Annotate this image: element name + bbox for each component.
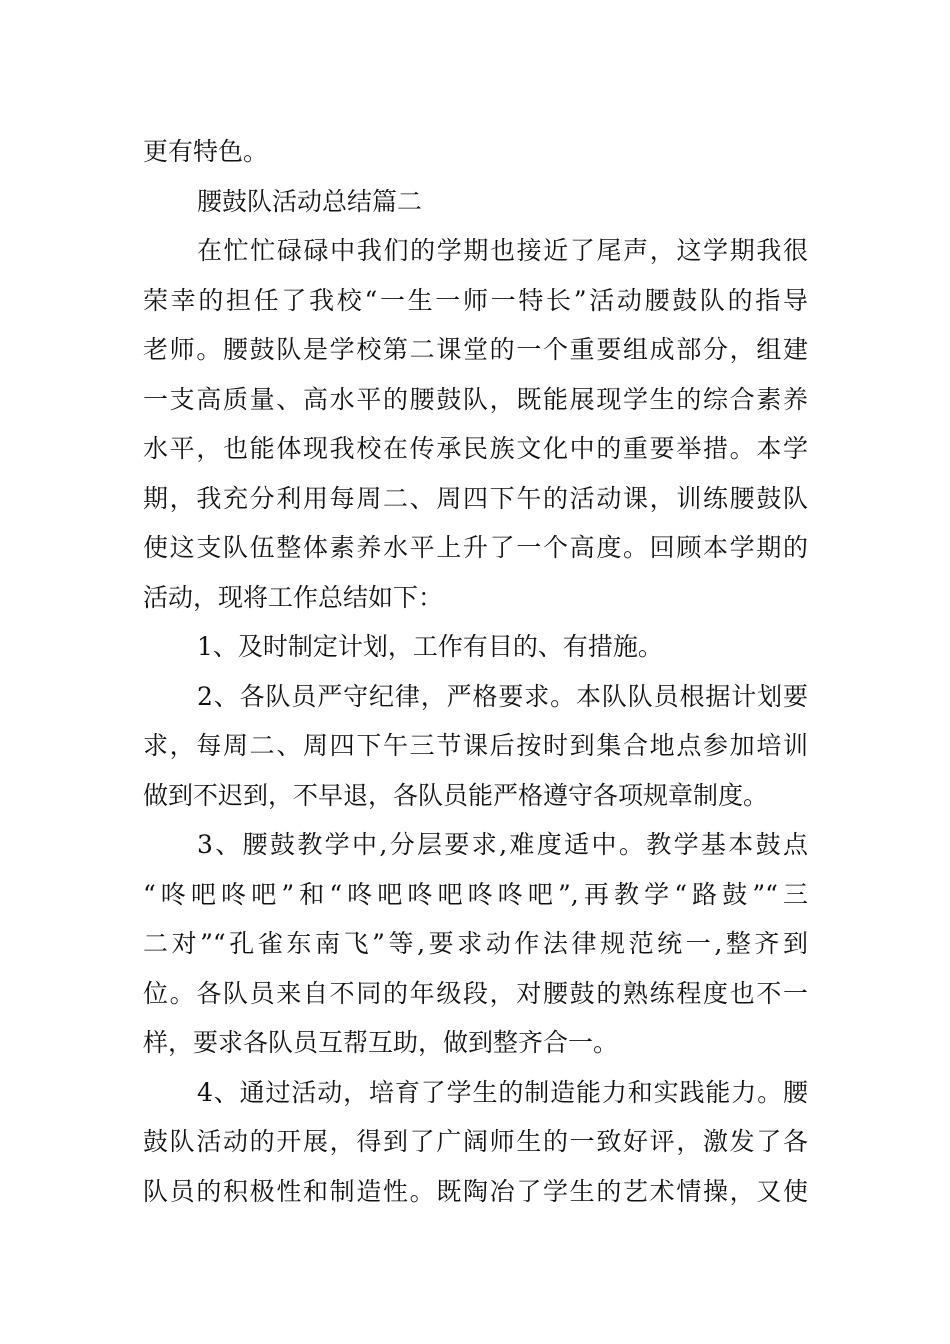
- text-line: 2、各队员严守纪律，严格要求。本队队员根据计划要: [197, 681, 808, 711]
- document-body: [143, 127, 808, 1216]
- text-line: 样，要求各队员互帮互助，做到整齐合一。: [143, 1028, 619, 1057]
- heading-text: 腰鼓队活动总结篇二: [197, 186, 423, 216]
- paragraph-1: [143, 226, 808, 622]
- text-line: 活动，现将工作总结如下：: [143, 582, 444, 612]
- text-line: 使这支队伍整体素养水平上升了一个高度。回顾本学期的: [143, 533, 808, 562]
- text-line: 期，我充分利用每周二、周四下午的活动课，训练腰鼓队: [143, 483, 808, 513]
- text-line: 3、腰鼓教学中,分层要求,难度适中。教学基本鼓点: [197, 830, 808, 859]
- text-line: “咚吧咚吧”和“咚吧咚吧咚咚吧”,再教学“路鼓”“三: [143, 879, 808, 909]
- text-line: 更有特色。: [143, 137, 269, 166]
- text-line: 鼓队活动的开展，得到了广阔师生的一致好评，激发了各: [143, 1127, 808, 1156]
- text-line: 队员的积极性和制造性。既陶冶了学生的艺术情操，又使: [143, 1176, 808, 1206]
- text-line: 求，每周二、周四下午三节课后按时到集合地点参加培训: [143, 731, 808, 760]
- text-line: 位。各队员来自不同的年级段，对腰鼓的熟练程度也不一: [143, 978, 808, 1008]
- text-line: 做到不迟到，不早退，各队员能严格遵守各项规章制度。: [143, 780, 769, 810]
- paragraph-5: [143, 1068, 808, 1217]
- section-heading: [143, 177, 808, 227]
- text-line: 一支高质量、高水平的腰鼓队，既能展现学生的综合素养: [143, 384, 808, 414]
- paragraph-4: [143, 820, 808, 1068]
- text-line: 荣幸的担任了我校“一生一师一特长”活动腰鼓队的指导: [143, 285, 808, 315]
- text-line: 4、通过活动，培育了学生的制造能力和实践能力。腰: [197, 1077, 808, 1107]
- text-line: 老师。腰鼓队是学校第二课堂的一个重要组成部分，组建: [143, 335, 808, 364]
- paragraph-2: [143, 622, 808, 672]
- text-line: 在忙忙碌碌中我们的学期也接近了尾声，这学期我很: [197, 236, 808, 265]
- paragraph-3: [143, 672, 808, 821]
- text-line: 1、及时制定计划，工作有目的、有措施。: [197, 632, 663, 661]
- text-line: 二对”“孔雀东南飞”等,要求动作法律规范统一,整齐到: [143, 929, 808, 958]
- continuation-text: [143, 127, 808, 177]
- text-line: 水平，也能体现我校在传承民族文化中的重要举措。本学: [143, 434, 808, 463]
